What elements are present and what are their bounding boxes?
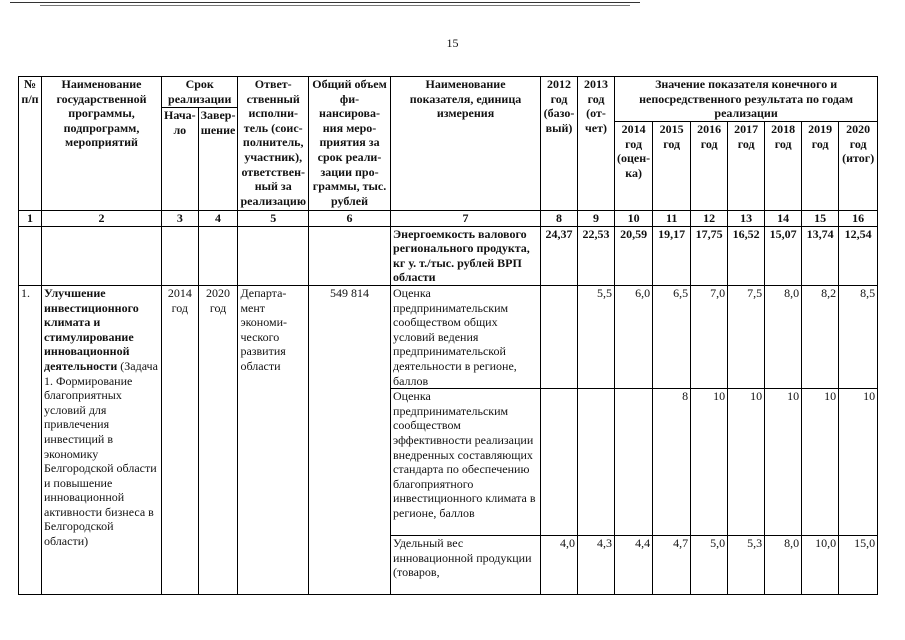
column-number: 11 xyxy=(653,211,691,227)
column-number: 15 xyxy=(802,211,839,227)
header-year-2020: 2020 год (итог) xyxy=(839,122,878,211)
value-2020: 10 xyxy=(839,389,878,536)
header-2012: 2012 год (базо-вый) xyxy=(541,77,578,211)
column-number: 9 xyxy=(578,211,615,227)
value-2019: 10,0 xyxy=(802,536,839,595)
value-2015: 6,5 xyxy=(653,285,691,388)
value-2017: 7,5 xyxy=(728,285,765,388)
program-title: Улучшение инвестиционного климата и стимулирование инновационной деятельности xyxy=(44,285,139,373)
value-2019: 10 xyxy=(802,389,839,536)
value-2017: 10 xyxy=(728,389,765,536)
value-2018: 8,0 xyxy=(765,536,802,595)
header-start: Нача-ло xyxy=(162,108,199,211)
column-numbers-row xyxy=(19,211,878,227)
header-year-2015: 2015 год xyxy=(653,122,691,211)
header-executor: Ответ-ственный исполни-тель (соис-полнитель, участник), ответствен-ный за реализацию xyxy=(238,77,309,211)
header-year-2016: 2016 год xyxy=(691,122,728,211)
indicator-name: Оценка предпринимательским сообществом общих условий ведения предпринимательской деятельности в регионе, баллов xyxy=(391,285,541,388)
value-2013 xyxy=(578,389,615,536)
column-number: 16 xyxy=(839,211,878,227)
value-2018: 15,07 xyxy=(765,226,802,285)
value-2020: 15,0 xyxy=(839,536,878,595)
header-year-2019: 2019 год xyxy=(802,122,839,211)
column-number: 7 xyxy=(391,211,541,227)
end-year: 2020 год xyxy=(198,285,238,594)
program-name-cell xyxy=(42,285,162,594)
value-2012 xyxy=(541,389,578,536)
value-2019: 8,2 xyxy=(802,285,839,388)
indicators-table xyxy=(18,76,878,595)
executor: Департа-мент экономи-ческого развития области xyxy=(238,285,309,594)
value-2015: 4,7 xyxy=(653,536,691,595)
column-number: 8 xyxy=(541,211,578,227)
value-2013: 5,5 xyxy=(578,285,615,388)
column-number: 5 xyxy=(238,211,309,227)
header-year-2017: 2017 год xyxy=(728,122,765,211)
header-row-1 xyxy=(19,77,878,108)
column-number: 10 xyxy=(615,211,653,227)
value-2016: 10 xyxy=(691,389,728,536)
column-number: 1 xyxy=(19,211,42,227)
value-2014: 6,0 xyxy=(615,285,653,388)
page-number: 15 xyxy=(446,36,459,50)
value-2016: 17,75 xyxy=(691,226,728,285)
header-program-name: Наименование государственной программы, подпрограмм, мероприятий xyxy=(42,77,162,211)
value-2017: 5,3 xyxy=(728,536,765,595)
column-number: 6 xyxy=(309,211,391,227)
row-number: 1. xyxy=(19,285,42,594)
indicator-name: Энергоемкость валового регионального продукта, кг у. т./тыс. рублей ВРП области xyxy=(391,226,541,285)
value-2017: 16,52 xyxy=(728,226,765,285)
column-number: 4 xyxy=(198,211,238,227)
header-volume: Общий объем фи-нансирова-ния меро-приятия за срок реали-зации про-граммы, тыс. рублей xyxy=(309,77,391,211)
header-period: Срок реализации xyxy=(162,77,238,108)
value-2020: 8,5 xyxy=(839,285,878,388)
column-number: 3 xyxy=(162,211,199,227)
indicator-name: Оценка предпринимательским сообществом эффективности реализации внедренных составляющих стандарта по обеспечению благоприятного инвестиционного климата в регионе, баллов xyxy=(391,389,541,536)
indicator-name: Удельный вес инновационной продукции (товаров, xyxy=(391,536,541,595)
table-row xyxy=(19,226,878,285)
value-2014: 4,4 xyxy=(615,536,653,595)
value-2015: 8 xyxy=(653,389,691,536)
value-2016: 5,0 xyxy=(691,536,728,595)
header-2013: 2013 год (от-чет) xyxy=(578,77,615,211)
value-2012: 24,37 xyxy=(541,226,578,285)
start-year: 2014 год xyxy=(162,285,199,594)
value-2015: 19,17 xyxy=(653,226,691,285)
header-year-2018: 2018 год xyxy=(765,122,802,211)
value-2018: 10 xyxy=(765,389,802,536)
funding-volume: 549 814 xyxy=(309,285,391,594)
value-2012: 4,0 xyxy=(541,536,578,595)
table-row xyxy=(19,285,878,388)
value-2012 xyxy=(541,285,578,388)
header-values: Значение показателя конечного и непосредственного результата по годам реализации xyxy=(615,77,878,122)
value-2019: 13,74 xyxy=(802,226,839,285)
column-number: 12 xyxy=(691,211,728,227)
value-2020: 12,54 xyxy=(839,226,878,285)
program-subtitle: (Задача 1. Формирование благоприятных условий для привлечения инвестиций в экономику Белгородской области и повышение инновационной активности бизнеса в Белгородской области) xyxy=(44,358,158,549)
value-2014: 20,59 xyxy=(615,226,653,285)
value-2016: 7,0 xyxy=(691,285,728,388)
value-2013: 4,3 xyxy=(578,536,615,595)
top-rule xyxy=(10,2,640,3)
header-num: № п/п xyxy=(19,77,42,211)
column-number: 2 xyxy=(42,211,162,227)
value-2014 xyxy=(615,389,653,536)
value-2018: 8,0 xyxy=(765,285,802,388)
value-2013: 22,53 xyxy=(578,226,615,285)
top-rule-secondary xyxy=(40,5,630,6)
header-end: Завер-шение xyxy=(198,108,238,211)
header-year-2014: 2014 год (оцен-ка) xyxy=(615,122,653,211)
column-number: 14 xyxy=(765,211,802,227)
column-number: 13 xyxy=(728,211,765,227)
header-indicator: Наименование показателя, единица измерения xyxy=(391,77,541,211)
